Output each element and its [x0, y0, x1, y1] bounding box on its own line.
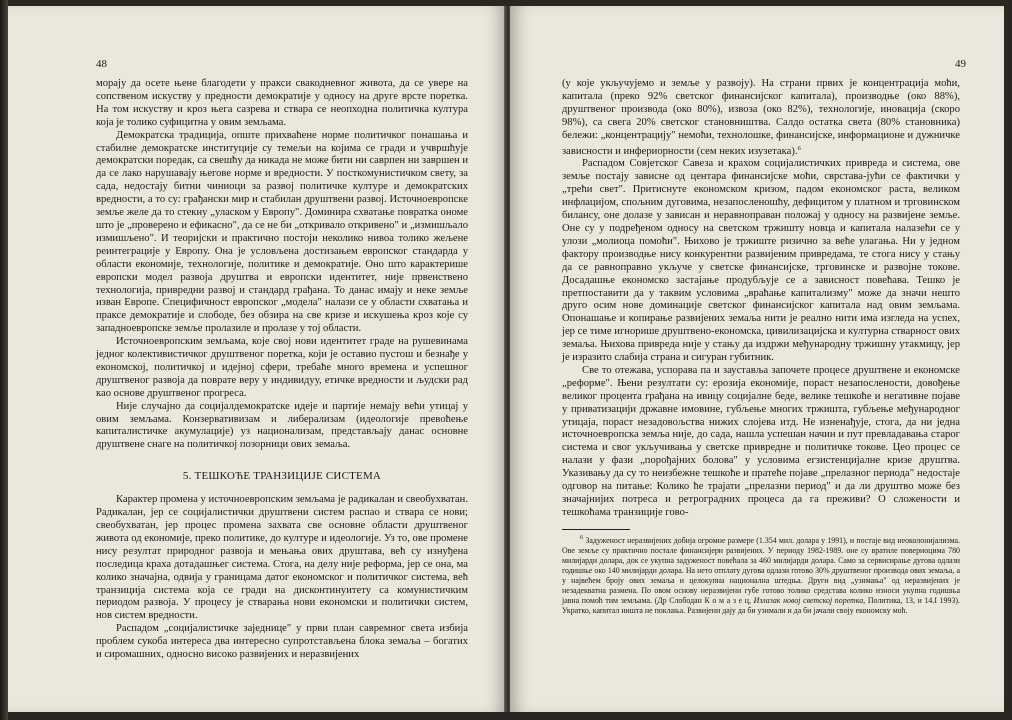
footnote	[562, 533, 960, 616]
section-heading: 5. ТЕШКОЋЕ ТРАНЗИЦИЈЕ СИСТЕМА	[182, 470, 382, 483]
book-edge	[0, 0, 8, 720]
footnote-text: Задуженост неразвијених добија огромне размере (1.354 мил. долара у 1991), и постаје вид неоколонијализма. Ове земље су практично постале финансијери развијених. У периоду 1982-1989. оне су вратиле повериоцима 780 милијарди долара, док се укупна задуженост повећала за 460 милијарди долара. Само за сервисирање дугова одлази годишње око 140 милијарди долара. На нето отплату дугова одлази готово 30% друштвеног производа ових земаља, а у највећем броју ових земаља и целокупна национална штедња. Други вид „узимања" од неразвијених је незадекватна размена. По овом основу неразвијени губе готово толико средстава колико износи укупна годишња јавна помоћ тим земљама. (Др Слободан К о м а з е ц,	[562, 535, 960, 605]
footnote-number: 6	[580, 533, 584, 541]
right-page-text	[562, 78, 960, 616]
paragraph: Све то отежава, успорава па и зауставља започете процесе друштвене и економске „реформе". Њени резултати су: ерозија економије, пораст незапослености, довођење великог процента грађана на ивицу социјалне беде, велике тешкоће и негативне појаве у приватизацији државне имовине, губљење многих тржишта, губљење међународног утицаја, пораст незадовољства нижих слојева итд. Не изненађује, стога, да ни једна источноевропска земља није, до сада, нашла успешан начин и пут превладавања старог система и свог укључивања у светске привредне и политичке токове. Цео процес се налази у фази „порођајних болова" у условима егзистенцијалне кризе друштва. Указивању да су то неизбежне тешкоће и пратеће појаве „прелазног периода" недостаје одговор на питање: Колико ће трајати „прелазни период" и да ли друштво може без значајнијих потреса и ретроградних процеса да га преживи? О сложености и тешкоћама транзиције гово-	[562, 364, 960, 518]
page-number-left: 48	[96, 58, 107, 70]
paragraph: Распадом Совјетског Савеза и крахом социјалистичких привреда и система, ове земље постају зависне од центара финансијске моћи, сврстава-јући се фактички у „трећи свет". Притиснуте економском кризом, падом економског раста, великом инфлацијом, спољним дуговима, незапосленошћу, дефицитом у платном и трговинском билансу, оне долазе у зависан и неравноправан положај у односу на развијене земље. Оне су у подређеном односу на светском тржишту новца и капитала налазећи се у улози „молиоца помоћи". Њихово је тржиште ризично за веће улагања. Ни у једном фактору производње нису конкурентни развијеним привредама, те стога нису у стању да се равноправно укључе у светске финансијске, трговинске и развојне токове. Досадашње економско застајање продубљује се а зависност повећава. Тешко је претпоставити да у таквим условима „враћање капитализму" може да значи нешто друго осим нове доминације светског финансијског капитала над овим земљама. Опонашање и копирање развијених земаља нити је реално нити има изгледа на успех, јер се тиме игнорише друштвено-економска, цивилизацијска и културна стварност ових земаља. Њихова привреда није у стању да издржи међународну тржишну утакмицу, јер је изразито слабија страна и сигуран губитник.	[562, 158, 960, 364]
paragraph: Источноевропским земљама, које свој нови идентитет граде на рушевинама једног колективистичког друштвеног поретка, који је оставио пустош и безнађе у економској, политичкој и идејној сфери, требаће много времена и успешног друштвеног развоја да поврате веру у индивидуу, етичке вредности и људски рад као основе друштвеног прогреса.	[96, 336, 468, 399]
page-number-right: 49	[955, 58, 966, 70]
paragraph-text: (у које укључујемо и земље у развоју). На страни првих је концентрација моћи, капитала (преко 92% светског финансијског капитала), производње (око 88%), друштвеног производа (око 80%), извоза (око 82%), технологије, иновација (скоро 98%), са свега 20% светског становништва. Салдо остатка света (80% становника) бележи: „концентрацију" немоћи, технолошке, финансијске, информационе и дужничке зависности и инфериорности (сем неких изузетака).	[562, 78, 960, 157]
paragraph: Није случајно да социјалдемократске идеје и партије немају већи утицај у овим земљама. Конзервативизам и либерализам (идеологије превоћење капиталистичке акумулације) уз национализам, представљају данас основне друштвене снаге на политичкој позорници ових земаља.	[96, 400, 468, 451]
footnote-rule	[562, 529, 630, 530]
paragraph: морају да осете њене благодети у пракси свакодневног живота, да се увере на сопственом искуству у предности демократије у односу на друге врсте поретка. На том искуству и кроз њега сазрева и ствара се неопходна политичка култура која је толико суфицитна у овим земљама.	[96, 78, 468, 128]
paragraph: Карактер промена у источноевропским земљама је радикалан и свеобухватан. Радикалан, јер се социјалистички друштвени систем распао и ствара се нови; свеобухватан, јер процес промена захвата све основне области друштвеног живота од економије, преко политике, до културе и идеологије. Уз то, ове промене нису резултат природног развоја и мењања ових друштава, већ су изнуђена последица краха дотадашњег система. Стога, на делу није реформа, јер се она, ма колико значајна, одвија у границама датог економског и политичког система, већ транзиција система која се гради на дисконтинуитету са комунистичким периодом развоја. У процесу је стварања нови економски и политички систем, нов систем вредности.	[96, 494, 468, 622]
right-page	[510, 6, 1004, 712]
paragraph: Распадом „социјалистичке заједнице" у први план савремног света избија проблем сукоба интереса два интересно супротстављена блока земаља – богатих и сиромашних, односно високо развијених и неразвијених	[96, 623, 468, 661]
footnote-title: Излазак новој светској поретка,	[753, 595, 866, 605]
left-page	[8, 6, 506, 712]
paragraph	[562, 78, 960, 158]
footnote-marker: 6	[797, 144, 801, 152]
footnote-text-end: Политика, 13, и 14.I 1993). Укратко, капитал ништа не поклања. Развијени дају да би узимали и да би јачали своју економску моћ.	[562, 595, 960, 615]
paragraph: Демократска традиција, опште прихваћене норме политичког понашања и стабилне демократске институције су темељи на којима се гради и учвршћује демократски поредак, са свешћу да никада не може бити ни саврпен ни завршен и да се лако нарушавају његове норме и вредности. У посткомунистичком свету, за сада, недостају битни чиниоци за развој политичке културе и демократских вредности, а то су: грађански мир и стабилан друштвени развој. Источноевропске земље желе да то стекну „уласком у Европу". Доминира схватање повратка ономе што је „проверено и ефикасно", да се не би „откривало откривено" и „измишљало измишљено". И теоријски и практично постоји неколико нивоа толико жељене реинтеграције у Европу. Она је условљена достизањем европског стандарда у области економије, технологије, политике и демократије. Оно што карактерише европски модел развоја друштва и европски идентитет, није првенствено технологија, привредни развој и стандард грађана. То данас имају и неке земље изван Европе. Специфичност европског „модела" налази се у области схватања и праксе демократије и слободе, без обзира на све кризе и искушења кроз које су западноевропске земље пролазиле и пролазе у тој области.	[96, 129, 468, 335]
left-page-text	[96, 78, 468, 662]
